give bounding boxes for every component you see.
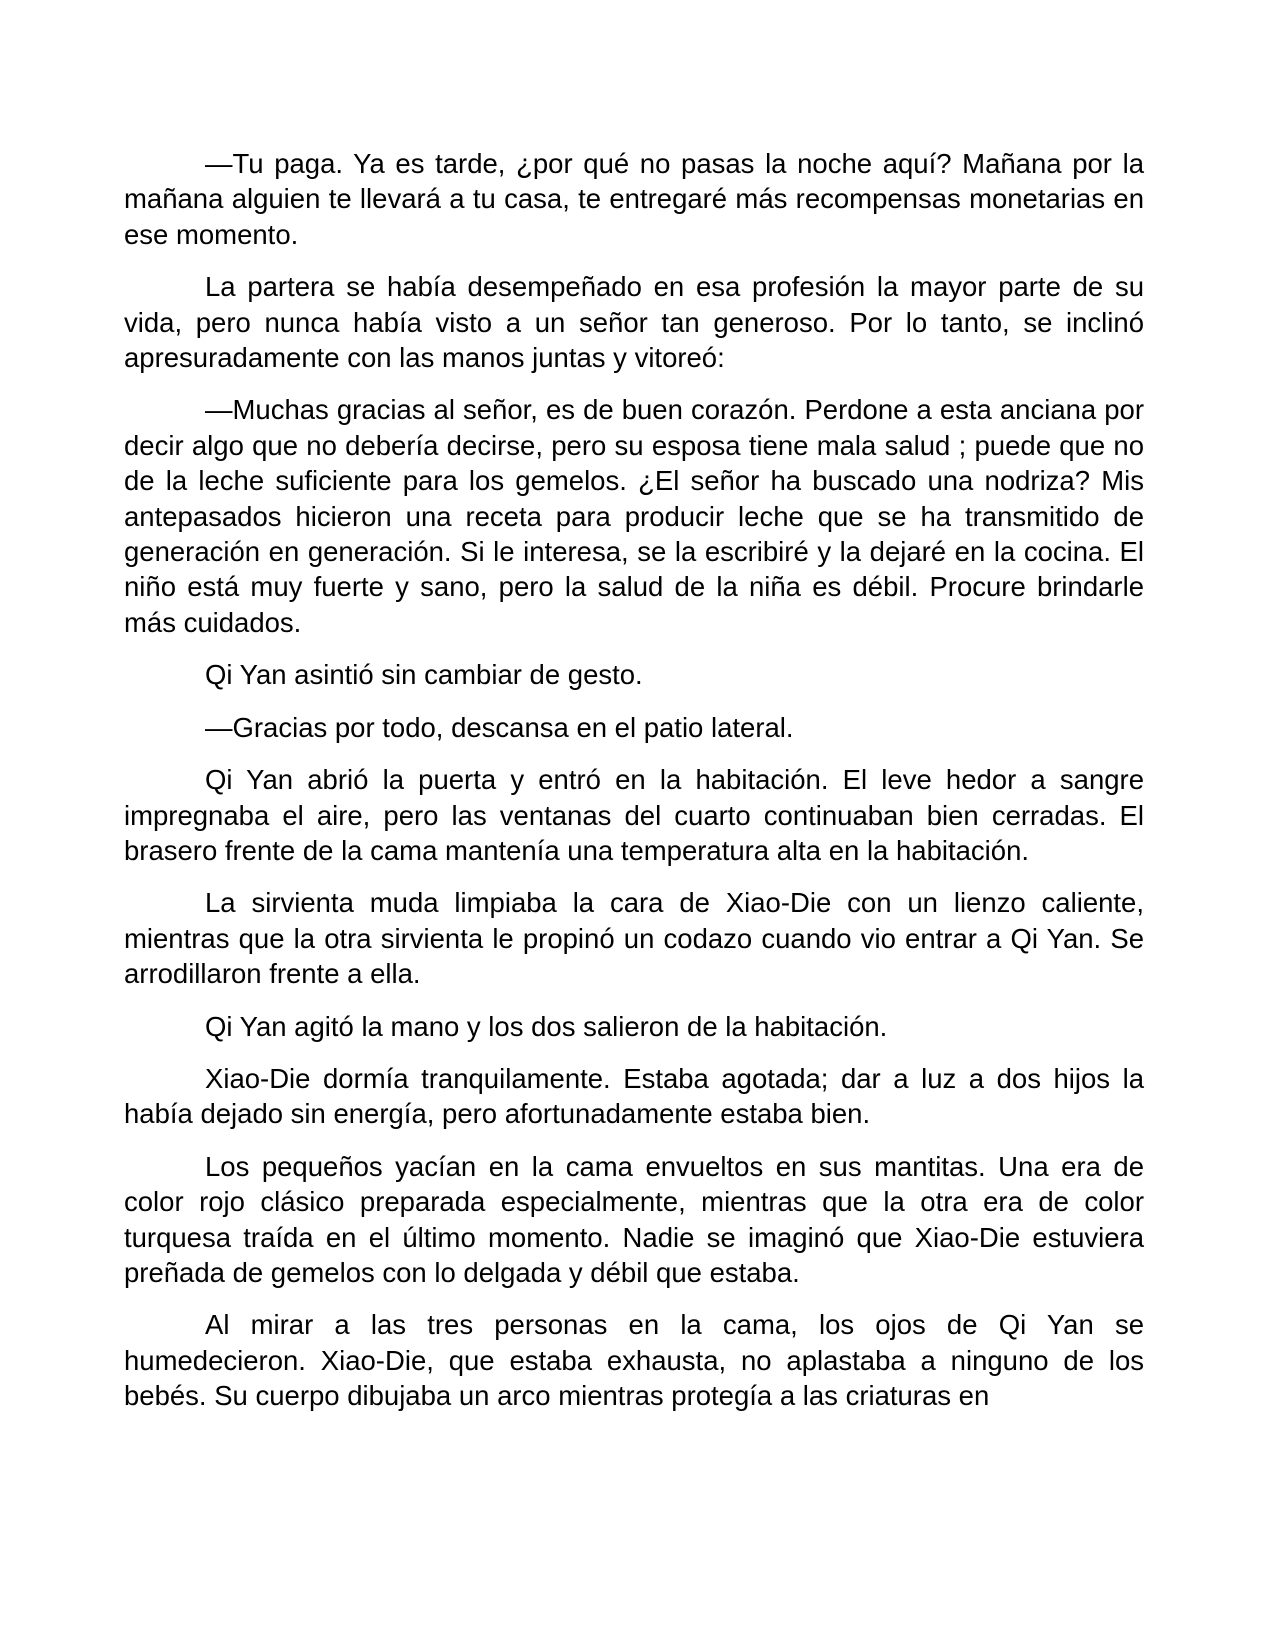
page-body: [124, 146, 1144, 1431]
paragraph: Al mirar a las tres personas en la cama, los ojos de Qi Yan se humedecieron. Xiao-Die, que estaba exhausta, no aplastaba a ninguno de los bebés. Su cuerpo dibujaba un arco mientras protegía a las criaturas en: [124, 1309, 1144, 1412]
paragraph: —Gracias por todo, descansa en el patio lateral.: [205, 711, 794, 743]
paragraph: Qi Yan asintió sin cambiar de gesto.: [205, 659, 643, 691]
paragraph: —Muchas gracias al señor, es de buen corazón. Perdone a esta anciana por decir algo que no debería decirse, pero su esposa tiene mala salud ; puede que no de la leche suficiente para los gemelos. ¿El señor ha buscado una nodriza? Mis antepasados hicieron una receta para producir leche que se ha transmitido de generación en generación. Si le interesa, se la escribiré y la dejaré en la cocina. El niño está muy fuerte y sano, pero la salud de la niña es débil. Procure brindarle más cuidados.: [124, 394, 1144, 638]
paragraph: —Tu paga. Ya es tarde, ¿por qué no pasas la noche aquí? Mañana por la mañana alguien te llevará a tu casa, te entregaré más recompensas monetarias en ese momento.: [124, 148, 1144, 250]
paragraph: La partera se había desempeñado en esa profesión la mayor parte de su vida, pero nunca había visto a un señor tan generoso. Por lo tanto, se inclinó apresuradamente con las manos juntas y vitoreó:: [124, 271, 1144, 374]
paragraph: La sirvienta muda limpiaba la cara de Xiao-Die con un lienzo caliente, mientras que la otra sirvienta le propinó un codazo cuando vio entrar a Qi Yan. Se arrodillaron frente a ella.: [124, 887, 1144, 990]
paragraph: Qi Yan agitó la mano y los dos salieron de la habitación.: [205, 1010, 888, 1042]
paragraph: Los pequeños yacían en la cama envueltos en sus mantitas. Una era de color rojo clásico preparada especialmente, mientras que la otra era de color turquesa traída en el último momento. Nadie se imaginó que Xiao-Die estuviera preñada de gemelos con lo delgada y débil que estaba.: [124, 1150, 1144, 1288]
paragraph: Qi Yan abrió la puerta y entró en la habitación. El leve hedor a sangre impregnaba el aire, pero las ventanas del cuarto continuaban bien cerradas. El brasero frente de la cama mantenía una temperatura alta en la habitación.: [124, 764, 1144, 866]
paragraph: Xiao-Die dormía tranquilamente. Estaba agotada; dar a luz a dos hijos la había dejado sin energía, pero afortunadamente estaba bien.: [124, 1062, 1144, 1130]
